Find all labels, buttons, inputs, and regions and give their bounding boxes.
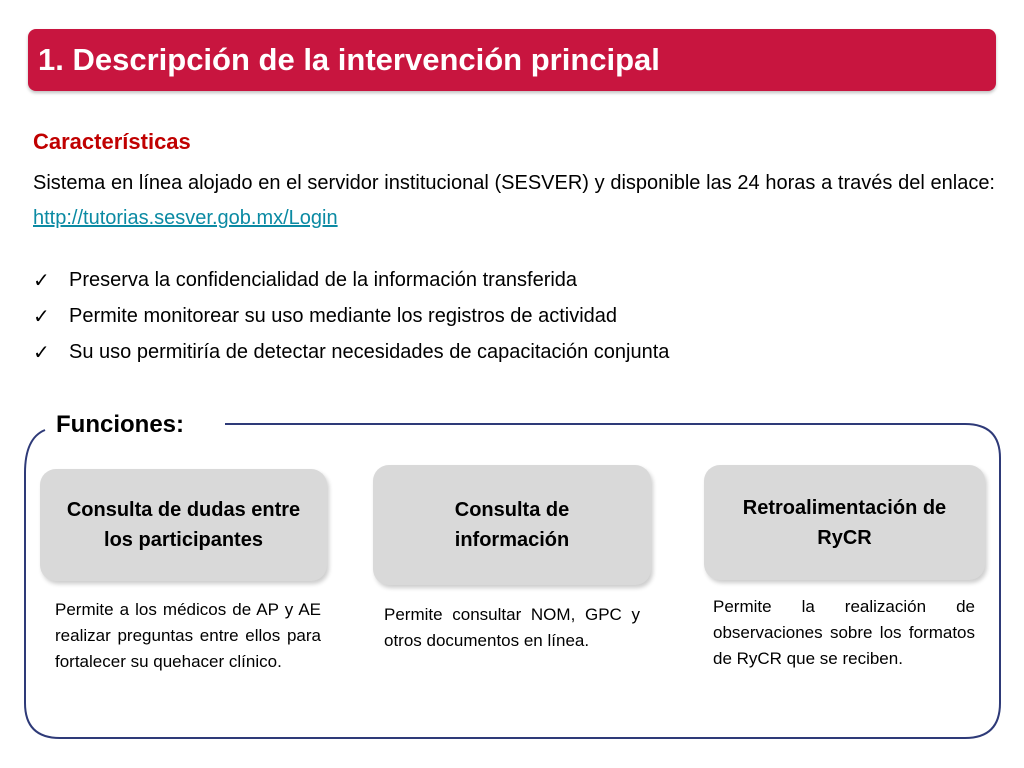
title-bar [28,29,996,91]
check-icon: ✓ [33,269,50,292]
function-description: Permite la realización de observaciones sobre los formatos de RyCR que se reciben. [713,597,975,668]
list-item-text: Permite monitorear su uso mediante los registros de actividad [69,304,618,327]
intro-text: Sistema en línea alojado en el servidor institucional (SESVER) y disponible las 24 horas a través del enlace: [33,172,995,194]
function-card-title: Retroalimentación de RyCR [742,496,947,549]
list-item [33,298,669,334]
function-card-retroalimentacion [704,465,985,580]
function-card-title: Consulta de información [454,499,570,551]
list-item [33,262,669,298]
function-description: Permite a los médicos de AP y AE realizar preguntas entre ellos para fortalecer su quehacer clínico. [55,600,321,671]
function-card-consulta-informacion [373,465,651,585]
page-title: 1. Descripción de la intervención principal [38,42,660,77]
list-item [33,334,669,370]
section-heading: Características [33,129,191,154]
check-icon: ✓ [33,341,50,364]
funciones-label: Funciones: [52,411,188,439]
function-description: Permite consultar NOM, GPC y otros documentos en línea. [384,605,640,650]
login-link[interactable]: http://tutorias.sesver.gob.mx/Login [33,207,338,229]
intro-paragraph [33,166,995,236]
list-item-text: Su uso permitiría de detectar necesidades de capacitación conjunta [69,340,670,363]
function-card-title: Consulta de dudas entre los participantes [66,499,301,551]
function-card-consulta-dudas [40,469,327,581]
feature-list [33,262,669,370]
check-icon: ✓ [33,305,50,328]
list-item-text: Preserva la confidencialidad de la información transferida [69,268,578,291]
